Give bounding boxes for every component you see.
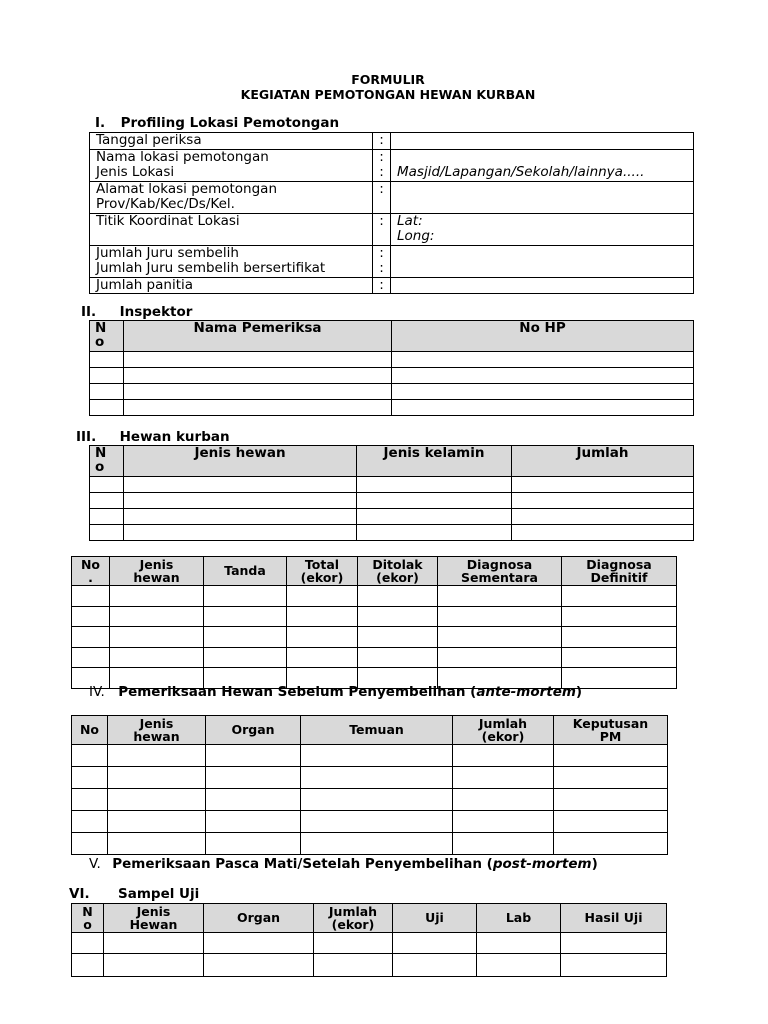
table-row: [90, 493, 694, 509]
location-type-options: Masjid/Lapangan/Sekolah/lainnya.....: [397, 164, 645, 180]
table-cell[interactable]: [314, 933, 393, 954]
col-header-test: Uji: [393, 904, 477, 933]
row-colon: : :: [373, 245, 391, 277]
section-3-title: Hewan kurban: [119, 429, 230, 445]
table-cell[interactable]: [124, 477, 357, 493]
table-cell[interactable]: [204, 606, 287, 627]
table-cell[interactable]: [206, 789, 301, 811]
table-cell[interactable]: [104, 953, 204, 976]
table-cell[interactable]: [110, 606, 204, 627]
row-colon: : :: [373, 149, 391, 181]
table-row: [72, 767, 668, 789]
table-cell[interactable]: [358, 606, 438, 627]
table-cell[interactable]: [108, 811, 206, 833]
longitude-label: Long:: [397, 228, 435, 244]
col-header-phone: No HP: [392, 321, 694, 352]
table-cell[interactable]: [554, 789, 668, 811]
table-cell[interactable]: [287, 627, 358, 648]
section-4-heading: [89, 684, 582, 700]
table-cell[interactable]: [90, 400, 124, 416]
col-header-signs: Tanda: [204, 557, 287, 586]
section-6-number: VI.: [69, 886, 90, 902]
col-header-organ: Organ: [206, 716, 301, 745]
table-cell[interactable]: [358, 647, 438, 668]
table-cell[interactable]: [90, 509, 124, 525]
table-cell[interactable]: [314, 953, 393, 976]
table-cell[interactable]: [561, 933, 667, 954]
section-6-heading: [69, 886, 199, 902]
col-header-findings: Temuan: [301, 716, 453, 745]
col-header-organ: Organ: [204, 904, 314, 933]
table-cell[interactable]: [512, 509, 694, 525]
table-row: [90, 384, 694, 400]
col-header-count: Jumlah: [512, 446, 694, 477]
col-header-sex: Jenis kelamin: [357, 446, 512, 477]
latitude-label: Lat:: [397, 212, 423, 229]
table-cell[interactable]: [72, 953, 104, 976]
row-label: Titik Koordinat Lokasi: [90, 213, 373, 245]
table-row: [90, 213, 694, 245]
table-cell[interactable]: [562, 586, 677, 607]
col-header-animal-type: Jenis Hewan: [104, 904, 204, 933]
table-cell[interactable]: [204, 627, 287, 648]
col-header-name: Nama Pemeriksa: [124, 321, 392, 352]
row-colon: :: [373, 181, 391, 213]
animal-table: [89, 445, 694, 541]
table-row: [72, 745, 668, 767]
inspector-table: [89, 320, 694, 416]
col-header-count: Jumlah (ekor): [314, 904, 393, 933]
section-5-title: Pemeriksaan Pasca Mati/Setelah Penyembelihan (post-mortem): [112, 856, 598, 872]
table-header-row: [72, 904, 667, 933]
table-cell[interactable]: [438, 627, 562, 648]
section-5-number: V.: [89, 856, 101, 872]
table-cell[interactable]: [108, 767, 206, 789]
table-cell[interactable]: [453, 767, 554, 789]
table-cell[interactable]: [357, 525, 512, 541]
table-cell[interactable]: [206, 833, 301, 855]
table-cell[interactable]: [301, 745, 453, 767]
table-cell[interactable]: [287, 606, 358, 627]
table-cell[interactable]: [477, 953, 561, 976]
profiling-table: [89, 132, 694, 294]
col-header-temp-diagnosis: Diagnosa Sementara: [438, 557, 562, 586]
table-cell[interactable]: [554, 767, 668, 789]
butcher-count-field[interactable]: [391, 245, 694, 277]
table-row: [72, 627, 677, 648]
col-header-no: N o: [90, 446, 124, 477]
table-cell[interactable]: [287, 647, 358, 668]
section-5-heading: [89, 856, 598, 872]
table-row: [90, 133, 694, 150]
table-cell[interactable]: [72, 647, 110, 668]
table-cell[interactable]: [104, 933, 204, 954]
table-cell[interactable]: [477, 933, 561, 954]
col-header-no: No: [72, 716, 108, 745]
sample-table: [71, 903, 667, 977]
table-cell[interactable]: [72, 745, 108, 767]
table-cell[interactable]: [561, 953, 667, 976]
section-4-number: IV.: [89, 684, 105, 700]
table-cell[interactable]: [124, 368, 392, 384]
table-cell[interactable]: [554, 833, 668, 855]
table-cell[interactable]: [204, 953, 314, 976]
table-cell[interactable]: [90, 368, 124, 384]
table-cell[interactable]: [301, 811, 453, 833]
section-1-heading: [95, 115, 339, 131]
table-cell[interactable]: [108, 789, 206, 811]
location-type-field[interactable]: [391, 149, 694, 181]
table-cell[interactable]: [110, 586, 204, 607]
table-cell[interactable]: [124, 509, 357, 525]
row-label: Jumlah Juru sembelih Jumlah Juru sembelih bersertifikat: [90, 245, 373, 277]
table-cell[interactable]: [512, 477, 694, 493]
table-cell[interactable]: [512, 493, 694, 509]
table-cell[interactable]: [90, 384, 124, 400]
table-cell[interactable]: [358, 586, 438, 607]
section-3-heading: [76, 429, 230, 445]
table-cell[interactable]: [90, 493, 124, 509]
table-cell[interactable]: [358, 627, 438, 648]
col-header-total: Total (ekor): [287, 557, 358, 586]
table-cell[interactable]: [393, 933, 477, 954]
table-header-row: [90, 321, 694, 352]
table-cell[interactable]: [108, 745, 206, 767]
table-cell[interactable]: [72, 811, 108, 833]
col-header-result: Hasil Uji: [561, 904, 667, 933]
table-cell[interactable]: [357, 509, 512, 525]
row-label: Jumlah panitia: [90, 277, 373, 294]
table-cell[interactable]: [72, 789, 108, 811]
section-1-title: Profiling Lokasi Pemotongan: [120, 115, 340, 131]
table-row: [90, 181, 694, 213]
col-header-count: Jumlah (ekor): [453, 716, 554, 745]
col-header-pm-decision: Keputusan PM: [554, 716, 668, 745]
row-value-field[interactable]: [391, 133, 694, 150]
address-field[interactable]: [391, 181, 694, 213]
section-2-number: II.: [81, 304, 97, 320]
table-cell[interactable]: [357, 477, 512, 493]
table-row: [90, 277, 694, 294]
table-cell[interactable]: [110, 647, 204, 668]
table-row: [72, 833, 668, 855]
table-cell[interactable]: [453, 745, 554, 767]
section-3-number: III.: [76, 429, 97, 445]
section-2-heading: [81, 304, 192, 320]
table-cell[interactable]: [562, 606, 677, 627]
table-row: [90, 400, 694, 416]
col-header-final-diagnosis: Diagnosa Definitif: [562, 557, 677, 586]
table-cell[interactable]: [301, 833, 453, 855]
row-colon: :: [373, 133, 391, 150]
section-2-title: Inspektor: [119, 304, 193, 320]
table-cell[interactable]: [204, 933, 314, 954]
table-row: [72, 586, 677, 607]
post-mortem-table: [71, 715, 668, 855]
table-row: [90, 352, 694, 368]
table-cell[interactable]: [72, 606, 110, 627]
col-header-no: N o: [90, 321, 124, 352]
form-title: FORMULIR: [351, 72, 425, 87]
table-cell[interactable]: [124, 384, 392, 400]
table-cell[interactable]: [562, 647, 677, 668]
table-cell[interactable]: [124, 352, 392, 368]
table-row: [90, 525, 694, 541]
table-cell[interactable]: [72, 833, 108, 855]
table-cell[interactable]: [72, 627, 110, 648]
table-cell[interactable]: [204, 586, 287, 607]
table-cell[interactable]: [393, 953, 477, 976]
table-cell[interactable]: [438, 606, 562, 627]
table-cell[interactable]: [90, 352, 124, 368]
table-cell[interactable]: [512, 525, 694, 541]
table-cell[interactable]: [554, 745, 668, 767]
table-cell[interactable]: [392, 352, 694, 368]
table-cell[interactable]: [301, 789, 453, 811]
table-row: [72, 647, 677, 668]
committee-count-field[interactable]: [391, 277, 694, 294]
table-row: [72, 606, 677, 627]
table-header-row: [90, 446, 694, 477]
table-header-row: [72, 557, 677, 586]
table-cell[interactable]: [206, 767, 301, 789]
table-row: [90, 149, 694, 181]
section-4-title: Pemeriksaan Hewan Sebelum Penyembelihan (ante-mortem): [118, 684, 583, 700]
table-cell[interactable]: [108, 833, 206, 855]
row-colon: :: [373, 213, 391, 245]
table-cell[interactable]: [90, 477, 124, 493]
table-cell[interactable]: [124, 525, 357, 541]
table-cell[interactable]: [392, 368, 694, 384]
table-cell[interactable]: [357, 493, 512, 509]
table-cell[interactable]: [287, 586, 358, 607]
col-header-animal-type: Jenis hewan: [124, 446, 357, 477]
col-header-animal-type: Jenis hewan: [110, 557, 204, 586]
table-cell[interactable]: [110, 627, 204, 648]
table-cell[interactable]: [206, 745, 301, 767]
table-cell[interactable]: [438, 586, 562, 607]
table-row: [72, 953, 667, 976]
table-row: [90, 477, 694, 493]
table-cell[interactable]: [453, 811, 554, 833]
row-label: Alamat lokasi pemotongan Prov/Kab/Kec/Ds/Kel.: [90, 181, 373, 213]
table-cell[interactable]: [392, 384, 694, 400]
row-label: Tanggal periksa: [90, 133, 373, 150]
table-cell[interactable]: [204, 647, 287, 668]
table-cell[interactable]: [124, 400, 392, 416]
table-row: [90, 509, 694, 525]
section-1-number: I.: [95, 115, 106, 131]
table-cell[interactable]: [562, 627, 677, 648]
coordinate-field[interactable]: [391, 213, 694, 245]
table-cell[interactable]: [90, 525, 124, 541]
table-cell[interactable]: [438, 647, 562, 668]
table-cell[interactable]: [72, 586, 110, 607]
table-cell[interactable]: [124, 493, 357, 509]
col-header-lab: Lab: [477, 904, 561, 933]
table-cell[interactable]: [392, 400, 694, 416]
table-cell[interactable]: [72, 933, 104, 954]
col-header-no: No .: [72, 557, 110, 586]
table-cell[interactable]: [301, 767, 453, 789]
col-header-animal-type: Jenis hewan: [108, 716, 206, 745]
table-row: [72, 933, 667, 954]
table-cell[interactable]: [206, 811, 301, 833]
col-header-rejected: Ditolak (ekor): [358, 557, 438, 586]
table-header-row: [72, 716, 668, 745]
section-6-title: Sampel Uji: [118, 886, 200, 902]
table-row: [72, 789, 668, 811]
table-row: [90, 245, 694, 277]
table-row: [90, 368, 694, 384]
form-subtitle: KEGIATAN PEMOTONGAN HEWAN KURBAN: [240, 87, 536, 102]
ante-mortem-table: [71, 556, 677, 689]
table-cell[interactable]: [72, 767, 108, 789]
table-cell[interactable]: [453, 833, 554, 855]
table-cell[interactable]: [554, 811, 668, 833]
table-cell[interactable]: [453, 789, 554, 811]
row-colon: :: [373, 277, 391, 294]
table-row: [72, 811, 668, 833]
row-label: Nama lokasi pemotongan Jenis Lokasi: [90, 149, 373, 181]
col-header-no: N o: [72, 904, 104, 933]
